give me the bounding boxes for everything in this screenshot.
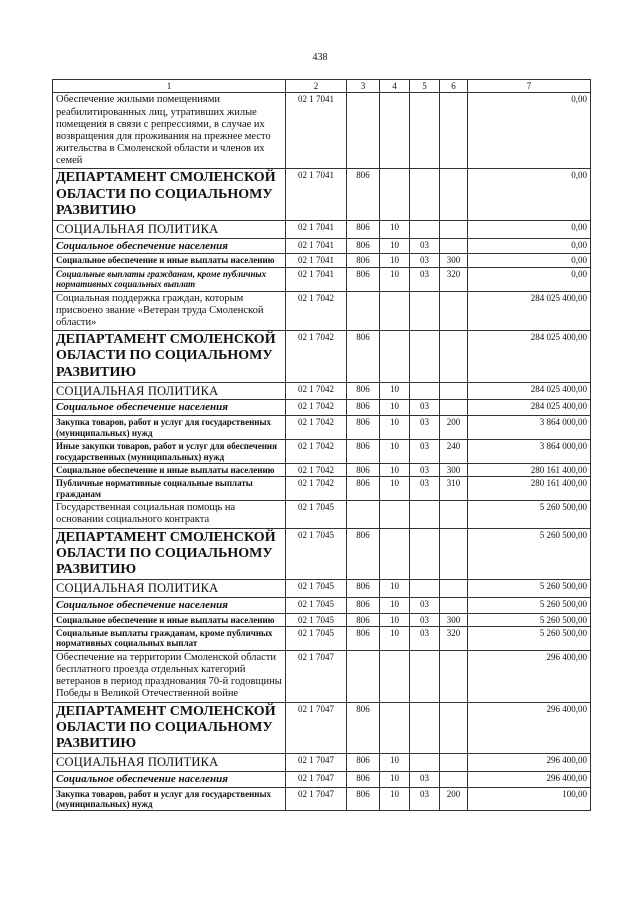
row-amount: 284 025 400,00 <box>468 400 591 416</box>
row-target-article: 02 1 7042 <box>286 400 347 416</box>
table-row <box>53 627 591 651</box>
col-header-target-article: 2 <box>286 80 347 93</box>
row-amount: 0,00 <box>468 254 591 267</box>
row-target-article: 02 1 7042 <box>286 416 347 440</box>
row-target-article: 02 1 7045 <box>286 597 347 613</box>
row-expense-type: 310 <box>440 477 468 501</box>
row-expense-type <box>440 221 468 239</box>
table-row <box>53 254 591 267</box>
row-name: СОЦИАЛЬНАЯ ПОЛИТИКА <box>53 580 286 598</box>
row-target-article: 02 1 7042 <box>286 382 347 400</box>
row-name: Социальная поддержка граждан, которым присвоено звание «Ветеран труда Смоленской области» <box>53 291 286 331</box>
row-expense-type <box>440 93 468 169</box>
row-target-article: 02 1 7047 <box>286 754 347 772</box>
row-amount: 3 864 000,00 <box>468 416 591 440</box>
row-grbs: 806 <box>347 238 380 254</box>
row-name: Социальное обеспечение населения <box>53 597 286 613</box>
table-row <box>53 267 591 291</box>
row-section: 10 <box>380 627 410 651</box>
table-row <box>53 169 591 221</box>
row-subsection: 03 <box>410 254 440 267</box>
row-name: Обеспечение жилыми помещениями реабилитированных лиц, утративших жилые помещения в связи с репрессиями, в случае их возвращения для проживания на прежнее место жительства в Смоленской области и членов их семей <box>53 93 286 169</box>
row-grbs: 806 <box>347 221 380 239</box>
col-header-name: 1 <box>53 80 286 93</box>
row-target-article: 02 1 7041 <box>286 267 347 291</box>
row-subsection: 03 <box>410 613 440 626</box>
table-row <box>53 501 591 528</box>
table-row <box>53 331 591 383</box>
row-subsection <box>410 650 440 702</box>
row-grbs: 806 <box>347 400 380 416</box>
row-subsection <box>410 382 440 400</box>
row-grbs: 806 <box>347 597 380 613</box>
row-section <box>380 93 410 169</box>
row-expense-type <box>440 702 468 754</box>
row-amount: 284 025 400,00 <box>468 291 591 331</box>
row-section: 10 <box>380 477 410 501</box>
row-amount: 5 260 500,00 <box>468 501 591 528</box>
row-expense-type <box>440 597 468 613</box>
table-row <box>53 416 591 440</box>
row-target-article: 02 1 7041 <box>286 238 347 254</box>
table-row <box>53 754 591 772</box>
row-section: 10 <box>380 254 410 267</box>
row-grbs: 806 <box>347 771 380 787</box>
row-target-article: 02 1 7047 <box>286 787 347 811</box>
row-name: ДЕПАРТАМЕНТ СМОЛЕНСКОЙ ОБЛАСТИ ПО СОЦИАЛЬНОМУ РАЗВИТИЮ <box>53 169 286 221</box>
row-amount: 5 260 500,00 <box>468 580 591 598</box>
row-subsection: 03 <box>410 787 440 811</box>
row-subsection: 03 <box>410 400 440 416</box>
row-section: 10 <box>380 267 410 291</box>
row-expense-type <box>440 169 468 221</box>
row-target-article: 02 1 7045 <box>286 613 347 626</box>
row-section: 10 <box>380 613 410 626</box>
row-expense-type <box>440 382 468 400</box>
row-subsection: 03 <box>410 597 440 613</box>
row-amount: 296 400,00 <box>468 771 591 787</box>
row-name: Обеспечение на территории Смоленской области бесплатного проезда отдельных категорий ветеранов в период празднования 70-й годовщины Победы в Великой Отечественной войне <box>53 650 286 702</box>
row-expense-type <box>440 528 468 580</box>
row-subsection: 03 <box>410 416 440 440</box>
row-name: Социальные выплаты гражданам, кроме публичных нормативных социальных выплат <box>53 627 286 651</box>
row-amount: 296 400,00 <box>468 650 591 702</box>
row-amount: 100,00 <box>468 787 591 811</box>
row-section: 10 <box>380 440 410 464</box>
table-row <box>53 477 591 501</box>
row-subsection <box>410 501 440 528</box>
row-grbs: 806 <box>347 416 380 440</box>
row-amount: 284 025 400,00 <box>468 331 591 383</box>
row-amount: 5 260 500,00 <box>468 627 591 651</box>
row-grbs: 806 <box>347 702 380 754</box>
row-expense-type <box>440 238 468 254</box>
row-subsection <box>410 702 440 754</box>
row-expense-type <box>440 754 468 772</box>
row-expense-type <box>440 501 468 528</box>
row-amount: 0,00 <box>468 267 591 291</box>
row-amount: 5 260 500,00 <box>468 528 591 580</box>
row-section: 10 <box>380 754 410 772</box>
row-amount: 284 025 400,00 <box>468 382 591 400</box>
row-expense-type: 200 <box>440 787 468 811</box>
row-grbs: 806 <box>347 477 380 501</box>
table-row <box>53 93 591 169</box>
row-section <box>380 528 410 580</box>
row-target-article: 02 1 7047 <box>286 771 347 787</box>
row-name: СОЦИАЛЬНАЯ ПОЛИТИКА <box>53 754 286 772</box>
row-name: Социальное обеспечение населения <box>53 771 286 787</box>
row-name: Социальное обеспечение и иные выплаты населению <box>53 254 286 267</box>
row-subsection <box>410 528 440 580</box>
row-grbs: 806 <box>347 169 380 221</box>
row-target-article: 02 1 7045 <box>286 501 347 528</box>
row-target-article: 02 1 7042 <box>286 463 347 476</box>
col-header-expense-type: 6 <box>440 80 468 93</box>
table-row <box>53 650 591 702</box>
row-section <box>380 291 410 331</box>
table-row <box>53 382 591 400</box>
table-row <box>53 580 591 598</box>
row-target-article: 02 1 7041 <box>286 93 347 169</box>
row-grbs <box>347 650 380 702</box>
row-grbs: 806 <box>347 580 380 598</box>
row-grbs <box>347 501 380 528</box>
row-target-article: 02 1 7045 <box>286 580 347 598</box>
row-section <box>380 169 410 221</box>
row-grbs: 806 <box>347 754 380 772</box>
row-section: 10 <box>380 597 410 613</box>
row-section: 10 <box>380 580 410 598</box>
row-name: Закупка товаров, работ и услуг для государственных (муниципальных) нужд <box>53 416 286 440</box>
row-section: 10 <box>380 382 410 400</box>
row-expense-type <box>440 650 468 702</box>
row-subsection: 03 <box>410 771 440 787</box>
row-section <box>380 331 410 383</box>
row-name: ДЕПАРТАМЕНТ СМОЛЕНСКОЙ ОБЛАСТИ ПО СОЦИАЛЬНОМУ РАЗВИТИЮ <box>53 702 286 754</box>
row-section <box>380 702 410 754</box>
row-expense-type: 300 <box>440 613 468 626</box>
row-target-article: 02 1 7042 <box>286 331 347 383</box>
row-name: Публичные нормативные социальные выплаты гражданам <box>53 477 286 501</box>
row-subsection: 03 <box>410 267 440 291</box>
row-amount: 0,00 <box>468 238 591 254</box>
row-subsection: 03 <box>410 627 440 651</box>
row-subsection <box>410 169 440 221</box>
row-amount: 296 400,00 <box>468 754 591 772</box>
row-expense-type: 320 <box>440 627 468 651</box>
row-expense-type <box>440 400 468 416</box>
col-header-section: 4 <box>380 80 410 93</box>
row-name: Социальное обеспечение и иные выплаты населению <box>53 463 286 476</box>
row-subsection: 03 <box>410 463 440 476</box>
row-amount: 0,00 <box>468 169 591 221</box>
row-grbs: 806 <box>347 254 380 267</box>
table-row <box>53 291 591 331</box>
row-subsection: 03 <box>410 440 440 464</box>
row-name: Социальное обеспечение населения <box>53 238 286 254</box>
row-grbs: 806 <box>347 787 380 811</box>
row-name: Закупка товаров, работ и услуг для государственных (муниципальных) нужд <box>53 787 286 811</box>
row-grbs: 806 <box>347 613 380 626</box>
row-target-article: 02 1 7045 <box>286 627 347 651</box>
row-section: 10 <box>380 238 410 254</box>
row-grbs: 806 <box>347 463 380 476</box>
row-amount: 296 400,00 <box>468 702 591 754</box>
row-target-article: 02 1 7045 <box>286 528 347 580</box>
row-name: ДЕПАРТАМЕНТ СМОЛЕНСКОЙ ОБЛАСТИ ПО СОЦИАЛЬНОМУ РАЗВИТИЮ <box>53 331 286 383</box>
row-subsection <box>410 221 440 239</box>
table-row <box>53 221 591 239</box>
table-row <box>53 463 591 476</box>
page-number: 438 <box>312 52 328 63</box>
table-row <box>53 771 591 787</box>
row-amount: 5 260 500,00 <box>468 597 591 613</box>
row-target-article: 02 1 7047 <box>286 650 347 702</box>
row-section: 10 <box>380 463 410 476</box>
row-section: 10 <box>380 416 410 440</box>
row-section: 10 <box>380 221 410 239</box>
row-name: Иные закупки товаров, работ и услуг для обеспечения государственных (муниципальных) нужд <box>53 440 286 464</box>
row-subsection <box>410 93 440 169</box>
row-name: Социальные выплаты гражданам, кроме публичных нормативных социальных выплат <box>53 267 286 291</box>
table-row <box>53 597 591 613</box>
row-name: ДЕПАРТАМЕНТ СМОЛЕНСКОЙ ОБЛАСТИ ПО СОЦИАЛЬНОМУ РАЗВИТИЮ <box>53 528 286 580</box>
row-target-article: 02 1 7042 <box>286 291 347 331</box>
row-grbs: 806 <box>347 528 380 580</box>
table-row <box>53 787 591 811</box>
row-target-article: 02 1 7042 <box>286 440 347 464</box>
table-row <box>53 702 591 754</box>
col-header-subsection: 5 <box>410 80 440 93</box>
row-grbs: 806 <box>347 440 380 464</box>
row-amount: 0,00 <box>468 93 591 169</box>
row-target-article: 02 1 7041 <box>286 221 347 239</box>
row-amount: 280 161 400,00 <box>468 463 591 476</box>
row-amount: 280 161 400,00 <box>468 477 591 501</box>
row-expense-type: 240 <box>440 440 468 464</box>
row-name: СОЦИАЛЬНАЯ ПОЛИТИКА <box>53 221 286 239</box>
row-section <box>380 650 410 702</box>
table-row <box>53 400 591 416</box>
row-expense-type: 320 <box>440 267 468 291</box>
row-subsection <box>410 754 440 772</box>
row-amount: 5 260 500,00 <box>468 613 591 626</box>
row-expense-type: 200 <box>440 416 468 440</box>
header-row <box>53 80 591 93</box>
row-amount: 0,00 <box>468 221 591 239</box>
col-header-grbs: 3 <box>347 80 380 93</box>
row-name: Социальное обеспечение и иные выплаты населению <box>53 613 286 626</box>
row-grbs <box>347 93 380 169</box>
row-section: 10 <box>380 400 410 416</box>
row-name: СОЦИАЛЬНАЯ ПОЛИТИКА <box>53 382 286 400</box>
row-subsection: 03 <box>410 238 440 254</box>
row-subsection <box>410 291 440 331</box>
row-section: 10 <box>380 787 410 811</box>
row-expense-type <box>440 331 468 383</box>
row-expense-type: 300 <box>440 254 468 267</box>
table-row <box>53 440 591 464</box>
row-target-article: 02 1 7041 <box>286 254 347 267</box>
row-grbs: 806 <box>347 267 380 291</box>
row-subsection <box>410 580 440 598</box>
row-target-article: 02 1 7041 <box>286 169 347 221</box>
row-expense-type <box>440 771 468 787</box>
budget-table <box>52 79 591 811</box>
row-target-article: 02 1 7047 <box>286 702 347 754</box>
row-grbs: 806 <box>347 331 380 383</box>
row-expense-type: 300 <box>440 463 468 476</box>
row-expense-type <box>440 291 468 331</box>
row-name: Государственная социальная помощь на основании социального контракта <box>53 501 286 528</box>
row-expense-type <box>440 580 468 598</box>
row-section: 10 <box>380 771 410 787</box>
row-name: Социальное обеспечение населения <box>53 400 286 416</box>
row-grbs: 806 <box>347 382 380 400</box>
row-grbs: 806 <box>347 627 380 651</box>
row-grbs <box>347 291 380 331</box>
table-row <box>53 528 591 580</box>
row-target-article: 02 1 7042 <box>286 477 347 501</box>
row-amount: 3 864 000,00 <box>468 440 591 464</box>
row-subsection <box>410 331 440 383</box>
row-subsection: 03 <box>410 477 440 501</box>
table-row <box>53 613 591 626</box>
table-row <box>53 238 591 254</box>
row-section <box>380 501 410 528</box>
col-header-amount: 7 <box>468 80 591 93</box>
